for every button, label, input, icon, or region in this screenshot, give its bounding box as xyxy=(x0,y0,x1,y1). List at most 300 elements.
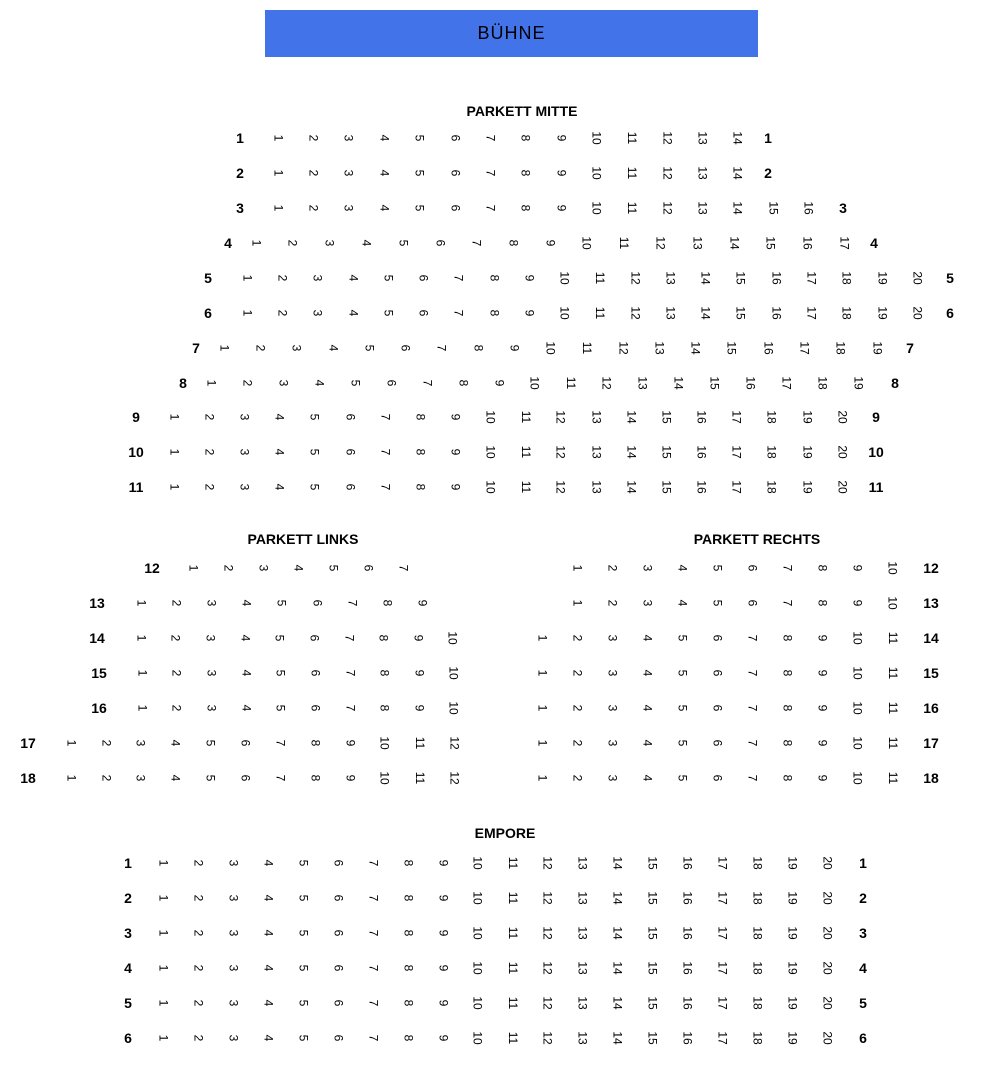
seat-parkett-mitte-row7-num11[interactable] xyxy=(569,338,605,358)
seat-empore-row4-num19[interactable] xyxy=(776,958,811,978)
seat-empore-row6-num5[interactable] xyxy=(286,1028,321,1048)
seat-empore-row2-num19[interactable] xyxy=(776,888,811,908)
seat-parkett-mitte-row3-num6[interactable] xyxy=(437,198,472,218)
seat-empore-row5-num18[interactable] xyxy=(741,993,776,1013)
seat-parkett-mitte-row8-num7[interactable] xyxy=(409,373,445,393)
seat-parkett-mitte-row11-num18[interactable] xyxy=(755,477,790,497)
seat-parkett-links-row13-num2[interactable] xyxy=(159,593,194,613)
seat-parkett-links-row18-num7[interactable] xyxy=(263,768,298,788)
seat-parkett-mitte-row1-num14[interactable] xyxy=(720,128,755,148)
seat-empore-row2-num11[interactable] xyxy=(496,888,531,908)
seat-empore-row1-num15[interactable] xyxy=(636,853,671,873)
seat-parkett-links-row14-num2[interactable] xyxy=(158,628,193,648)
seat-parkett-mitte-row3-num16[interactable] xyxy=(791,198,826,218)
seat-parkett-mitte-row1-num3[interactable] xyxy=(331,128,366,148)
seat-parkett-links-row15-num7[interactable] xyxy=(333,663,368,683)
seat-parkett-mitte-row4-num9[interactable] xyxy=(532,233,569,253)
seat-parkett-rechts-row13-num5[interactable] xyxy=(700,593,735,613)
seat-empore-row6-num20[interactable] xyxy=(811,1028,846,1048)
seat-parkett-mitte-row11-num16[interactable] xyxy=(684,477,719,497)
seat-parkett-mitte-row9-num6[interactable] xyxy=(332,407,367,427)
seat-parkett-mitte-row2-num5[interactable] xyxy=(402,163,437,183)
seat-parkett-mitte-row4-num2[interactable] xyxy=(274,233,311,253)
seat-parkett-mitte-row6-num12[interactable] xyxy=(618,303,653,323)
seat-empore-row6-num18[interactable] xyxy=(741,1028,776,1048)
seat-empore-row5-num9[interactable] xyxy=(426,993,461,1013)
seat-parkett-mitte-row10-num14[interactable] xyxy=(614,442,649,462)
seat-parkett-links-row17-num11[interactable] xyxy=(402,733,437,753)
seat-parkett-rechts-row14-num3[interactable] xyxy=(595,628,630,648)
seat-parkett-links-row15-num1[interactable] xyxy=(125,663,160,683)
seat-parkett-links-row17-num6[interactable] xyxy=(228,733,263,753)
seat-empore-row5-num16[interactable] xyxy=(671,993,706,1013)
seat-parkett-links-row16-num5[interactable] xyxy=(263,698,298,718)
seat-parkett-mitte-row9-num4[interactable] xyxy=(262,407,297,427)
seat-empore-row3-num3[interactable] xyxy=(216,923,251,943)
seat-parkett-links-row18-num9[interactable] xyxy=(333,768,368,788)
seat-parkett-mitte-row8-num13[interactable] xyxy=(625,373,661,393)
seat-empore-row5-num7[interactable] xyxy=(356,993,391,1013)
seat-parkett-mitte-row7-num1[interactable] xyxy=(206,338,242,358)
seat-parkett-mitte-row9-num8[interactable] xyxy=(403,407,438,427)
seat-empore-row2-num8[interactable] xyxy=(391,888,426,908)
seat-parkett-rechts-row16-num5[interactable] xyxy=(665,698,700,718)
seat-parkett-mitte-row11-num8[interactable] xyxy=(403,477,438,497)
seat-parkett-mitte-row11-num10[interactable] xyxy=(473,477,508,497)
seat-parkett-mitte-row1-num2[interactable] xyxy=(296,128,331,148)
seat-parkett-mitte-row9-num3[interactable] xyxy=(227,407,262,427)
seat-parkett-rechts-row13-num7[interactable] xyxy=(770,593,805,613)
seat-parkett-mitte-row6-num14[interactable] xyxy=(688,303,723,323)
seat-parkett-mitte-row7-num14[interactable] xyxy=(678,338,714,358)
seat-empore-row2-num7[interactable] xyxy=(356,888,391,908)
seat-parkett-mitte-row8-num3[interactable] xyxy=(265,373,301,393)
seat-parkett-mitte-row11-num6[interactable] xyxy=(332,477,367,497)
seat-parkett-links-row18-num11[interactable] xyxy=(402,768,437,788)
seat-empore-row6-num8[interactable] xyxy=(391,1028,426,1048)
seat-parkett-mitte-row3-num15[interactable] xyxy=(756,198,791,218)
seat-empore-row6-num6[interactable] xyxy=(321,1028,356,1048)
seat-empore-row3-num6[interactable] xyxy=(321,923,356,943)
seat-empore-row5-num11[interactable] xyxy=(496,993,531,1013)
seat-parkett-mitte-row4-num6[interactable] xyxy=(422,233,459,253)
seat-parkett-links-row18-num1[interactable] xyxy=(54,768,89,788)
seat-parkett-mitte-row11-num13[interactable] xyxy=(579,477,614,497)
seat-empore-row3-num12[interactable] xyxy=(531,923,566,943)
seat-parkett-mitte-row9-num12[interactable] xyxy=(543,407,578,427)
seat-empore-row5-num14[interactable] xyxy=(601,993,636,1013)
seat-empore-row2-num20[interactable] xyxy=(811,888,846,908)
seat-parkett-mitte-row8-num10[interactable] xyxy=(517,373,553,393)
seat-parkett-links-row14-num8[interactable] xyxy=(366,628,401,648)
seat-parkett-mitte-row6-num8[interactable] xyxy=(476,303,511,323)
seat-parkett-rechts-row17-num2[interactable] xyxy=(560,733,595,753)
seat-parkett-links-row13-num4[interactable] xyxy=(229,593,264,613)
seat-parkett-mitte-row6-num2[interactable] xyxy=(265,303,300,323)
seat-parkett-links-row14-num9[interactable] xyxy=(401,628,436,648)
seat-parkett-rechts-row12-num1[interactable] xyxy=(559,558,594,578)
seat-empore-row6-num1[interactable] xyxy=(146,1028,181,1048)
seat-parkett-mitte-row3-num1[interactable] xyxy=(260,198,295,218)
seat-parkett-rechts-row14-num10[interactable] xyxy=(840,628,875,648)
seat-parkett-rechts-row14-num9[interactable] xyxy=(805,628,840,648)
seat-parkett-links-row12-num2[interactable] xyxy=(211,558,246,578)
seat-empore-row3-num10[interactable] xyxy=(461,923,496,943)
seat-parkett-mitte-row11-num2[interactable] xyxy=(192,477,227,497)
seat-parkett-mitte-row7-num19[interactable] xyxy=(859,338,895,358)
seat-parkett-rechts-row18-num3[interactable] xyxy=(595,768,630,788)
seat-parkett-mitte-row7-num2[interactable] xyxy=(242,338,278,358)
seat-parkett-links-row18-num3[interactable] xyxy=(123,768,158,788)
seat-parkett-links-row14-num3[interactable] xyxy=(193,628,228,648)
seat-parkett-rechts-row18-num8[interactable] xyxy=(770,768,805,788)
seat-parkett-mitte-row3-num5[interactable] xyxy=(402,198,437,218)
seat-parkett-links-row17-num9[interactable] xyxy=(333,733,368,753)
seat-parkett-mitte-row7-num16[interactable] xyxy=(750,338,786,358)
seat-empore-row4-num11[interactable] xyxy=(496,958,531,978)
seat-parkett-rechts-row13-num8[interactable] xyxy=(805,593,840,613)
seat-parkett-rechts-row17-num8[interactable] xyxy=(770,733,805,753)
seat-parkett-mitte-row11-num14[interactable] xyxy=(614,477,649,497)
seat-empore-row5-num3[interactable] xyxy=(216,993,251,1013)
seat-parkett-mitte-row9-num13[interactable] xyxy=(579,407,614,427)
seat-parkett-rechts-row17-num10[interactable] xyxy=(840,733,875,753)
seat-parkett-rechts-row14-num5[interactable] xyxy=(665,628,700,648)
seat-parkett-mitte-row5-num17[interactable] xyxy=(794,268,829,288)
seat-empore-row3-num18[interactable] xyxy=(741,923,776,943)
seat-parkett-links-row13-num5[interactable] xyxy=(264,593,299,613)
seat-parkett-mitte-row5-num18[interactable] xyxy=(829,268,864,288)
seat-parkett-links-row17-num3[interactable] xyxy=(123,733,158,753)
seat-parkett-mitte-row6-num9[interactable] xyxy=(512,303,547,323)
seat-empore-row6-num9[interactable] xyxy=(426,1028,461,1048)
seat-parkett-mitte-row11-num7[interactable] xyxy=(368,477,403,497)
seat-parkett-rechts-row18-num7[interactable] xyxy=(735,768,770,788)
seat-empore-row6-num13[interactable] xyxy=(566,1028,601,1048)
seat-parkett-mitte-row7-num8[interactable] xyxy=(460,338,496,358)
seat-empore-row5-num1[interactable] xyxy=(146,993,181,1013)
seat-empore-row1-num9[interactable] xyxy=(426,853,461,873)
seat-empore-row1-num12[interactable] xyxy=(531,853,566,873)
seat-empore-row3-num19[interactable] xyxy=(776,923,811,943)
seat-empore-row3-num20[interactable] xyxy=(811,923,846,943)
seat-empore-row4-num12[interactable] xyxy=(531,958,566,978)
seat-parkett-mitte-row1-num9[interactable] xyxy=(543,128,578,148)
seat-parkett-mitte-row10-num7[interactable] xyxy=(368,442,403,462)
seat-empore-row3-num5[interactable] xyxy=(286,923,321,943)
seat-parkett-mitte-row6-num15[interactable] xyxy=(724,303,759,323)
seat-empore-row2-num17[interactable] xyxy=(706,888,741,908)
seat-parkett-mitte-row10-num2[interactable] xyxy=(192,442,227,462)
seat-empore-row3-num2[interactable] xyxy=(181,923,216,943)
seat-empore-row3-num8[interactable] xyxy=(391,923,426,943)
seat-parkett-rechts-row13-num10[interactable] xyxy=(875,593,910,613)
seat-empore-row4-num13[interactable] xyxy=(566,958,601,978)
seat-parkett-links-row12-num7[interactable] xyxy=(386,558,421,578)
seat-parkett-links-row15-num2[interactable] xyxy=(159,663,194,683)
seat-parkett-links-row15-num3[interactable] xyxy=(194,663,229,683)
seat-parkett-links-row14-num4[interactable] xyxy=(228,628,263,648)
seat-parkett-links-row15-num10[interactable] xyxy=(437,663,472,683)
seat-parkett-mitte-row11-num3[interactable] xyxy=(227,477,262,497)
seat-parkett-links-row12-num3[interactable] xyxy=(246,558,281,578)
seat-empore-row2-num14[interactable] xyxy=(601,888,636,908)
seat-empore-row5-num6[interactable] xyxy=(321,993,356,1013)
seat-empore-row5-num19[interactable] xyxy=(776,993,811,1013)
seat-empore-row4-num7[interactable] xyxy=(356,958,391,978)
seat-parkett-mitte-row1-num11[interactable] xyxy=(614,128,649,148)
seat-parkett-links-row16-num3[interactable] xyxy=(194,698,229,718)
seat-empore-row1-num11[interactable] xyxy=(496,853,531,873)
seat-empore-row5-num13[interactable] xyxy=(566,993,601,1013)
seat-parkett-mitte-row9-num15[interactable] xyxy=(649,407,684,427)
seat-parkett-mitte-row6-num16[interactable] xyxy=(759,303,794,323)
seat-parkett-mitte-row9-num5[interactable] xyxy=(297,407,332,427)
seat-parkett-mitte-row5-num2[interactable] xyxy=(265,268,300,288)
seat-empore-row4-num17[interactable] xyxy=(706,958,741,978)
seat-parkett-links-row16-num2[interactable] xyxy=(159,698,194,718)
seat-empore-row3-num14[interactable] xyxy=(601,923,636,943)
seat-parkett-mitte-row8-num18[interactable] xyxy=(805,373,841,393)
seat-parkett-rechts-row13-num4[interactable] xyxy=(665,593,700,613)
seat-parkett-links-row15-num6[interactable] xyxy=(298,663,333,683)
seat-parkett-mitte-row11-num5[interactable] xyxy=(297,477,332,497)
seat-parkett-rechts-row15-num7[interactable] xyxy=(735,663,770,683)
seat-parkett-mitte-row2-num14[interactable] xyxy=(720,163,755,183)
seat-empore-row5-num17[interactable] xyxy=(706,993,741,1013)
seat-parkett-links-row13-num1[interactable] xyxy=(123,593,158,613)
seat-parkett-mitte-row2-num11[interactable] xyxy=(614,163,649,183)
seat-parkett-mitte-row5-num12[interactable] xyxy=(618,268,653,288)
seat-parkett-rechts-row15-num5[interactable] xyxy=(665,663,700,683)
seat-parkett-rechts-row17-num5[interactable] xyxy=(665,733,700,753)
seat-parkett-mitte-row5-num15[interactable] xyxy=(724,268,759,288)
seat-empore-row5-num15[interactable] xyxy=(636,993,671,1013)
seat-parkett-mitte-row10-num15[interactable] xyxy=(649,442,684,462)
seat-parkett-mitte-row1-num7[interactable] xyxy=(473,128,508,148)
seat-parkett-rechts-row18-num2[interactable] xyxy=(560,768,595,788)
seat-parkett-mitte-row9-num16[interactable] xyxy=(684,407,719,427)
seat-parkett-mitte-row2-num7[interactable] xyxy=(473,163,508,183)
seat-parkett-mitte-row10-num19[interactable] xyxy=(790,442,825,462)
seat-empore-row2-num10[interactable] xyxy=(461,888,496,908)
seat-parkett-mitte-row8-num1[interactable] xyxy=(193,373,229,393)
seat-empore-row1-num8[interactable] xyxy=(391,853,426,873)
seat-empore-row4-num5[interactable] xyxy=(286,958,321,978)
seat-empore-row1-num18[interactable] xyxy=(741,853,776,873)
seat-parkett-rechts-row13-num6[interactable] xyxy=(735,593,770,613)
seat-parkett-rechts-row15-num4[interactable] xyxy=(630,663,665,683)
seat-empore-row1-num16[interactable] xyxy=(671,853,706,873)
seat-parkett-mitte-row2-num8[interactable] xyxy=(508,163,543,183)
seat-parkett-rechts-row17-num3[interactable] xyxy=(595,733,630,753)
seat-parkett-rechts-row15-num10[interactable] xyxy=(840,663,875,683)
seat-empore-row6-num11[interactable] xyxy=(496,1028,531,1048)
seat-parkett-mitte-row4-num7[interactable] xyxy=(458,233,495,253)
seat-empore-row6-num17[interactable] xyxy=(706,1028,741,1048)
seat-parkett-links-row18-num12[interactable] xyxy=(437,768,472,788)
seat-parkett-rechts-row12-num4[interactable] xyxy=(665,558,700,578)
seat-parkett-mitte-row8-num8[interactable] xyxy=(445,373,481,393)
seat-parkett-rechts-row16-num7[interactable] xyxy=(735,698,770,718)
seat-parkett-rechts-row15-num9[interactable] xyxy=(805,663,840,683)
seat-empore-row3-num7[interactable] xyxy=(356,923,391,943)
seat-parkett-rechts-row14-num8[interactable] xyxy=(770,628,805,648)
seat-empore-row4-num1[interactable] xyxy=(146,958,181,978)
seat-empore-row1-num17[interactable] xyxy=(706,853,741,873)
seat-parkett-mitte-row6-num10[interactable] xyxy=(547,303,582,323)
seat-parkett-mitte-row5-num7[interactable] xyxy=(441,268,476,288)
seat-parkett-rechts-row16-num6[interactable] xyxy=(700,698,735,718)
seat-parkett-mitte-row4-num1[interactable] xyxy=(238,233,275,253)
seat-parkett-mitte-row4-num17[interactable] xyxy=(826,233,863,253)
seat-empore-row2-num13[interactable] xyxy=(566,888,601,908)
seat-parkett-mitte-row10-num11[interactable] xyxy=(508,442,543,462)
seat-parkett-mitte-row8-num16[interactable] xyxy=(733,373,769,393)
seat-parkett-links-row18-num10[interactable] xyxy=(368,768,403,788)
seat-parkett-mitte-row8-num2[interactable] xyxy=(229,373,265,393)
seat-parkett-rechts-row12-num3[interactable] xyxy=(630,558,665,578)
seat-parkett-mitte-row7-num7[interactable] xyxy=(424,338,460,358)
seat-parkett-mitte-row10-num20[interactable] xyxy=(825,442,860,462)
seat-empore-row4-num15[interactable] xyxy=(636,958,671,978)
seat-parkett-mitte-row9-num19[interactable] xyxy=(790,407,825,427)
seat-empore-row4-num14[interactable] xyxy=(601,958,636,978)
seat-parkett-mitte-row8-num17[interactable] xyxy=(769,373,805,393)
seat-parkett-mitte-row5-num16[interactable] xyxy=(759,268,794,288)
seat-empore-row1-num20[interactable] xyxy=(811,853,846,873)
seat-empore-row6-num3[interactable] xyxy=(216,1028,251,1048)
seat-parkett-mitte-row5-num19[interactable] xyxy=(865,268,900,288)
seat-parkett-links-row17-num7[interactable] xyxy=(263,733,298,753)
seat-parkett-mitte-row11-num15[interactable] xyxy=(649,477,684,497)
seat-parkett-rechts-row12-num9[interactable] xyxy=(840,558,875,578)
seat-parkett-mitte-row1-num4[interactable] xyxy=(366,128,401,148)
seat-parkett-mitte-row5-num11[interactable] xyxy=(582,268,617,288)
seat-parkett-rechts-row18-num9[interactable] xyxy=(805,768,840,788)
seat-empore-row6-num15[interactable] xyxy=(636,1028,671,1048)
seat-parkett-links-row18-num2[interactable] xyxy=(88,768,123,788)
seat-parkett-mitte-row8-num4[interactable] xyxy=(301,373,337,393)
seat-parkett-mitte-row8-num14[interactable] xyxy=(661,373,697,393)
seat-parkett-links-row17-num8[interactable] xyxy=(298,733,333,753)
seat-parkett-mitte-row4-num12[interactable] xyxy=(642,233,679,253)
seat-parkett-mitte-row6-num13[interactable] xyxy=(653,303,688,323)
seat-empore-row1-num3[interactable] xyxy=(216,853,251,873)
seat-parkett-mitte-row11-num12[interactable] xyxy=(543,477,578,497)
seat-parkett-mitte-row5-num8[interactable] xyxy=(476,268,511,288)
seat-parkett-rechts-row12-num10[interactable] xyxy=(875,558,910,578)
seat-parkett-mitte-row2-num3[interactable] xyxy=(331,163,366,183)
seat-parkett-mitte-row3-num13[interactable] xyxy=(685,198,720,218)
seat-parkett-mitte-row2-num12[interactable] xyxy=(650,163,685,183)
seat-parkett-mitte-row3-num7[interactable] xyxy=(473,198,508,218)
seat-empore-row4-num10[interactable] xyxy=(461,958,496,978)
seat-parkett-mitte-row1-num5[interactable] xyxy=(402,128,437,148)
seat-parkett-mitte-row10-num8[interactable] xyxy=(403,442,438,462)
seat-parkett-mitte-row4-num5[interactable] xyxy=(385,233,422,253)
seat-parkett-mitte-row5-num6[interactable] xyxy=(406,268,441,288)
seat-parkett-mitte-row8-num12[interactable] xyxy=(589,373,625,393)
seat-parkett-rechts-row15-num11[interactable] xyxy=(875,663,910,683)
seat-parkett-mitte-row11-num19[interactable] xyxy=(790,477,825,497)
seat-empore-row3-num13[interactable] xyxy=(566,923,601,943)
seat-parkett-mitte-row10-num16[interactable] xyxy=(684,442,719,462)
seat-parkett-mitte-row2-num4[interactable] xyxy=(366,163,401,183)
seat-empore-row4-num20[interactable] xyxy=(811,958,846,978)
seat-parkett-rechts-row15-num8[interactable] xyxy=(770,663,805,683)
seat-empore-row6-num12[interactable] xyxy=(531,1028,566,1048)
seat-parkett-links-row12-num4[interactable] xyxy=(281,558,316,578)
seat-empore-row4-num9[interactable] xyxy=(426,958,461,978)
seat-parkett-mitte-row7-num6[interactable] xyxy=(387,338,423,358)
seat-parkett-rechts-row16-num11[interactable] xyxy=(875,698,910,718)
seat-parkett-mitte-row3-num2[interactable] xyxy=(296,198,331,218)
seat-parkett-rechts-row18-num4[interactable] xyxy=(630,768,665,788)
seat-empore-row1-num19[interactable] xyxy=(776,853,811,873)
seat-parkett-rechts-row16-num8[interactable] xyxy=(770,698,805,718)
seat-parkett-mitte-row6-num19[interactable] xyxy=(865,303,900,323)
seat-parkett-rechts-row18-num1[interactable] xyxy=(524,768,559,788)
seat-parkett-mitte-row6-num18[interactable] xyxy=(829,303,864,323)
seat-parkett-rechts-row14-num4[interactable] xyxy=(630,628,665,648)
seat-parkett-mitte-row1-num1[interactable] xyxy=(260,128,295,148)
seat-parkett-rechts-row14-num11[interactable] xyxy=(875,628,910,648)
seat-empore-row1-num10[interactable] xyxy=(461,853,496,873)
seat-parkett-mitte-row9-num7[interactable] xyxy=(368,407,403,427)
seat-parkett-rechts-row16-num2[interactable] xyxy=(560,698,595,718)
seat-parkett-mitte-row8-num11[interactable] xyxy=(553,373,589,393)
seat-parkett-links-row13-num8[interactable] xyxy=(370,593,405,613)
seat-empore-row3-num11[interactable] xyxy=(496,923,531,943)
seat-parkett-mitte-row4-num3[interactable] xyxy=(311,233,348,253)
seat-parkett-rechts-row16-num1[interactable] xyxy=(524,698,559,718)
seat-empore-row2-num5[interactable] xyxy=(286,888,321,908)
seat-parkett-links-row12-num5[interactable] xyxy=(316,558,351,578)
seat-parkett-rechts-row14-num1[interactable] xyxy=(524,628,559,648)
seat-parkett-mitte-row2-num13[interactable] xyxy=(685,163,720,183)
seat-parkett-links-row17-num2[interactable] xyxy=(88,733,123,753)
seat-parkett-mitte-row6-num7[interactable] xyxy=(441,303,476,323)
seat-parkett-links-row16-num1[interactable] xyxy=(125,698,160,718)
seat-parkett-mitte-row7-num17[interactable] xyxy=(787,338,823,358)
seat-empore-row4-num4[interactable] xyxy=(251,958,286,978)
seat-parkett-links-row15-num5[interactable] xyxy=(263,663,298,683)
seat-parkett-mitte-row9-num18[interactable] xyxy=(755,407,790,427)
seat-parkett-mitte-row1-num12[interactable] xyxy=(650,128,685,148)
seat-parkett-links-row14-num6[interactable] xyxy=(297,628,332,648)
seat-parkett-rechts-row12-num2[interactable] xyxy=(595,558,630,578)
seat-parkett-rechts-row14-num6[interactable] xyxy=(700,628,735,648)
seat-parkett-rechts-row13-num9[interactable] xyxy=(840,593,875,613)
seat-parkett-links-row13-num9[interactable] xyxy=(405,593,440,613)
seat-parkett-mitte-row5-num13[interactable] xyxy=(653,268,688,288)
seat-parkett-mitte-row3-num11[interactable] xyxy=(614,198,649,218)
seat-parkett-mitte-row6-num6[interactable] xyxy=(406,303,441,323)
seat-parkett-rechts-row18-num10[interactable] xyxy=(840,768,875,788)
seat-parkett-rechts-row17-num11[interactable] xyxy=(875,733,910,753)
seat-parkett-mitte-row1-num10[interactable] xyxy=(579,128,614,148)
seat-parkett-links-row17-num10[interactable] xyxy=(368,733,403,753)
seat-parkett-links-row18-num6[interactable] xyxy=(228,768,263,788)
seat-parkett-links-row13-num3[interactable] xyxy=(194,593,229,613)
seat-parkett-mitte-row8-num9[interactable] xyxy=(481,373,517,393)
seat-empore-row5-num20[interactable] xyxy=(811,993,846,1013)
seat-empore-row3-num4[interactable] xyxy=(251,923,286,943)
seat-empore-row2-num15[interactable] xyxy=(636,888,671,908)
seat-parkett-mitte-row9-num17[interactable] xyxy=(719,407,754,427)
seat-parkett-mitte-row2-num9[interactable] xyxy=(543,163,578,183)
